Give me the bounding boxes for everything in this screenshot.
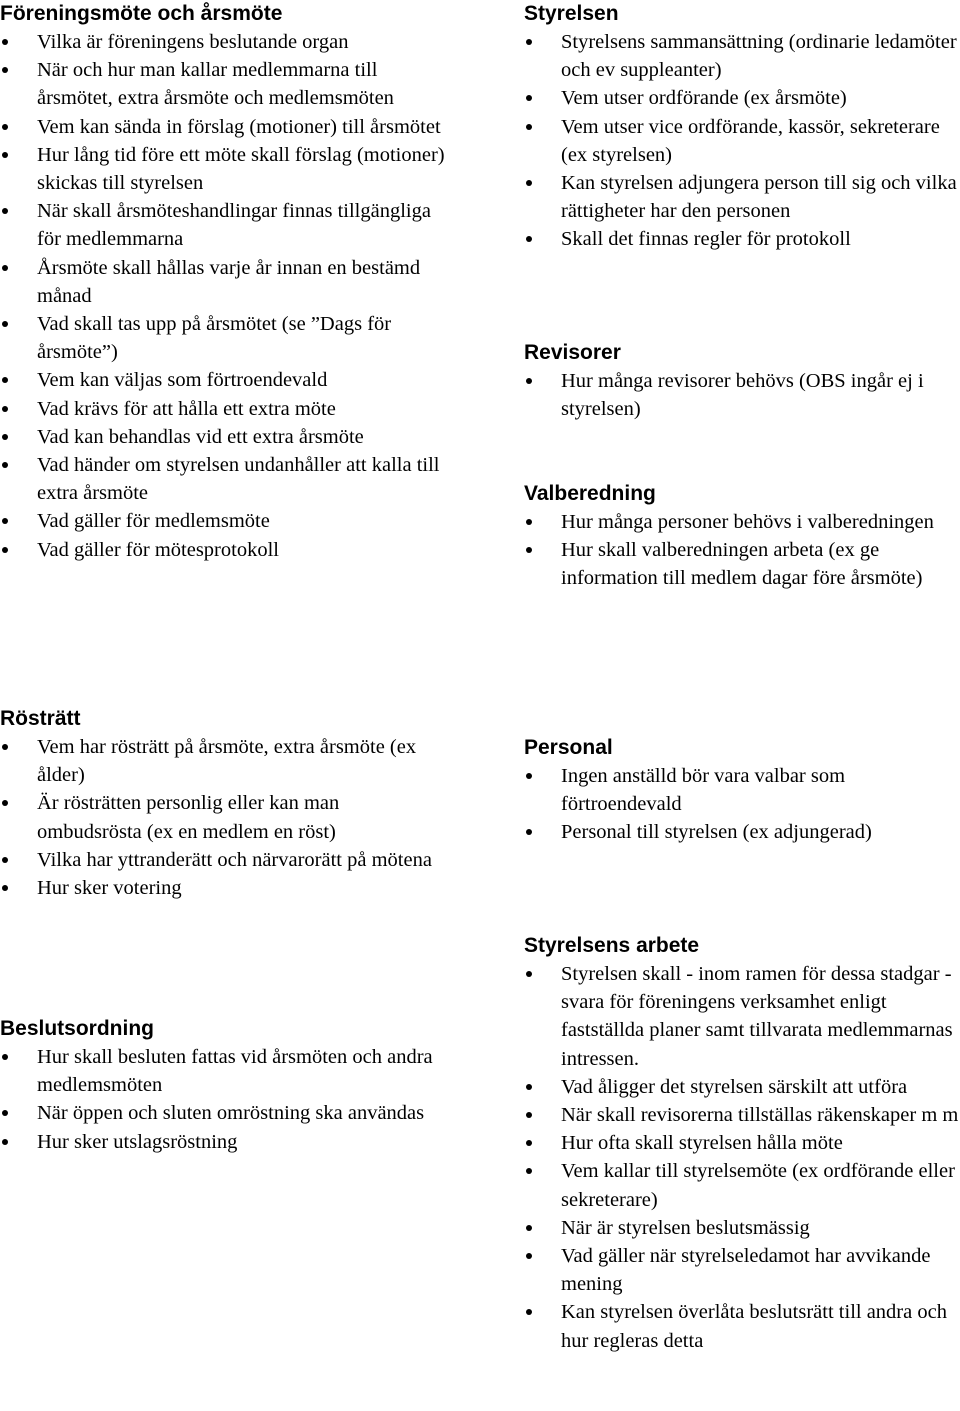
bullet-list	[524, 762, 960, 847]
bullet-icon	[526, 519, 532, 525]
list-item	[0, 846, 448, 874]
list-item-text: Vem kan sända in förslag (motioner) till årsmötet	[37, 115, 441, 138]
list-item-text: Vad skall tas upp på årsmötet (se ”Dags för årsmöte”)	[37, 313, 392, 364]
list-item-text: Hur många personer behövs i valberedningen	[561, 511, 934, 533]
list-item	[0, 28, 448, 56]
list-item	[0, 451, 448, 507]
list-item-text: Hur sker votering	[37, 877, 182, 900]
section-heading: Styrelsen	[524, 2, 619, 25]
list-item	[0, 1128, 460, 1156]
list-item	[524, 536, 960, 592]
list-item	[0, 310, 448, 366]
bullet-icon	[2, 377, 8, 383]
list-item	[524, 169, 960, 225]
bullet-icon	[526, 547, 532, 553]
bullet-icon	[2, 208, 8, 214]
bullet-icon	[526, 1309, 532, 1315]
list-item-text: Är rösträtten personlig eller kan man ombudsrösta (ex en medlem en röst)	[37, 792, 340, 843]
bullet-icon	[2, 518, 8, 524]
bullet-icon	[2, 1054, 8, 1060]
list-item-text: Vilka är föreningens beslutande organ	[37, 31, 349, 53]
bullet-list	[524, 28, 960, 254]
section-heading: Valberedning	[524, 482, 656, 505]
list-item-text: Kan styrelsen överlåta beslutsrätt till andra och hur regleras detta	[561, 1301, 947, 1352]
list-item	[0, 395, 448, 423]
bullet-list	[0, 28, 448, 564]
list-item-text: När är styrelsen beslutsmässig	[561, 1216, 810, 1239]
section-revisorer	[524, 339, 960, 423]
list-item	[0, 1043, 460, 1099]
list-item-text: Ingen anställd bör vara valbar som förtroendevald	[561, 765, 846, 816]
list-item	[524, 960, 960, 1073]
list-item-text: Vem utser ordförande (ex årsmöte)	[561, 87, 847, 110]
list-item-text: Vem kan väljas som förtroendevald	[37, 369, 328, 392]
list-item-text: Vem utser vice ordförande, kassör, sekreterare (ex styrelsen)	[561, 115, 940, 166]
list-item	[0, 507, 448, 535]
list-item	[524, 113, 960, 169]
section-heading: Rösträtt	[0, 707, 81, 730]
bullet-icon	[2, 406, 8, 412]
bullet-icon	[2, 885, 8, 891]
list-item	[524, 762, 960, 818]
list-item-text: Hur många revisorer behövs (OBS ingår ej i styrelsen)	[561, 370, 924, 421]
list-item-text: Skall det finnas regler för protokoll	[561, 228, 851, 251]
bullet-icon	[2, 1139, 8, 1145]
list-item-text: Styrelsen skall - inom ramen för dessa stadgar - svara för föreningens verksamhet enligt fastställda planer samt tillvarata medlemmarnas intressen.	[561, 963, 953, 1070]
list-item	[0, 536, 448, 564]
bullet-list	[524, 508, 960, 593]
list-item	[524, 1298, 960, 1354]
bullet-icon	[526, 1140, 532, 1146]
bullet-icon	[2, 67, 8, 73]
bullet-icon	[526, 124, 532, 130]
list-item-text: Vad gäller för medlemsmöte	[37, 510, 270, 533]
bullet-icon	[2, 547, 8, 553]
section-personal	[524, 734, 960, 847]
section-styrelsen	[524, 0, 960, 254]
list-item	[524, 1129, 960, 1157]
list-item	[0, 56, 448, 112]
list-item	[0, 874, 448, 902]
list-item-text: Vilka har yttranderätt och närvarorätt på mötena	[37, 848, 432, 871]
bullet-icon	[526, 180, 532, 186]
list-item	[0, 197, 448, 253]
bullet-icon	[2, 800, 8, 806]
section-styrelsens-arbete	[524, 932, 960, 1355]
list-item	[0, 423, 448, 451]
list-item-text: När öppen och sluten omröstning ska användas	[37, 1102, 425, 1125]
bullet-icon	[526, 773, 532, 779]
list-item	[524, 1214, 960, 1242]
bullet-icon	[2, 462, 8, 468]
bullet-icon	[2, 434, 8, 440]
bullet-icon	[526, 1168, 532, 1174]
list-item-text: Vad gäller när styrelseledamot har avvikande mening	[561, 1245, 931, 1296]
section-rostratt	[0, 705, 448, 902]
section-beslutsordning	[0, 1015, 460, 1156]
list-item	[0, 366, 448, 394]
list-item-text: Vad åligger det styrelsen särskilt att utföra	[561, 1075, 908, 1098]
bullet-icon	[2, 857, 8, 863]
list-item-text: När och hur man kallar medlemmarna till årsmötet, extra årsmöte och medlemsmöten	[37, 59, 394, 110]
list-item	[524, 818, 960, 846]
bullet-icon	[2, 321, 8, 327]
section-foreningsmote	[0, 0, 448, 564]
list-item	[524, 1242, 960, 1298]
bullet-icon	[2, 1110, 8, 1116]
bullet-icon	[526, 1225, 532, 1231]
list-item-text: Vad krävs för att hålla ett extra möte	[37, 397, 336, 420]
list-item	[524, 84, 960, 112]
list-item-text: Hur lång tid före ett möte skall förslag (motioner) skickas till styrelsen	[37, 143, 445, 195]
list-item	[0, 1099, 460, 1127]
bullet-list	[0, 733, 448, 902]
bullet-icon	[526, 971, 532, 977]
list-item-text: När skall revisorerna tillställas räkenskaper m m	[561, 1104, 959, 1127]
bullet-list	[524, 367, 960, 423]
list-item-text: Hur ofta skall styrelsen hålla möte	[561, 1132, 843, 1155]
list-item	[524, 28, 960, 84]
bullet-icon	[2, 152, 8, 158]
list-item-text: Hur skall valberedningen arbeta (ex ge information till medlem dagar före årsmöte)	[561, 539, 923, 590]
section-heading: Personal	[524, 736, 613, 759]
list-item-text: Vem kallar till styrelsemöte (ex ordförande eller sekreterare)	[561, 1160, 955, 1211]
bullet-icon	[2, 39, 8, 45]
list-item	[524, 367, 960, 423]
list-item	[0, 254, 448, 310]
list-item	[0, 113, 448, 141]
bullet-icon	[526, 95, 532, 101]
section-valberedning	[524, 480, 960, 593]
list-item	[0, 789, 448, 845]
list-item	[524, 1157, 960, 1213]
section-heading: Beslutsordning	[0, 1017, 155, 1040]
bullet-icon	[526, 1112, 532, 1118]
list-item-text: Vad händer om styrelsen undanhåller att kalla till extra årsmöte	[37, 454, 440, 505]
list-item-text: Vad kan behandlas vid ett extra årsmöte	[37, 425, 364, 448]
list-item-text: Årsmöte skall hållas varje år innan en bestämd månad	[37, 256, 421, 307]
list-item-text: Hur skall besluten fattas vid årsmöten och andra medlemsmöten	[37, 1046, 433, 1097]
list-item	[524, 1073, 960, 1101]
list-item-text: Hur sker utslagsröstning	[37, 1130, 238, 1153]
section-heading: Styrelsens arbete	[524, 934, 700, 957]
list-item	[524, 225, 960, 253]
list-item	[0, 141, 448, 197]
list-item	[0, 733, 448, 789]
list-item-text: Kan styrelsen adjungera person till sig och vilka rättigheter har den personen	[561, 172, 957, 223]
bullet-icon	[526, 39, 532, 45]
list-item-text: Styrelsens sammansättning (ordinarie ledamöter och ev suppleanter)	[561, 31, 957, 82]
bullet-icon	[2, 124, 8, 130]
bullet-icon	[526, 378, 532, 384]
bullet-icon	[526, 236, 532, 242]
bullet-icon	[2, 265, 8, 271]
list-item-text: Vem har rösträtt på årsmöte, extra årsmöte (ex ålder)	[37, 736, 417, 787]
list-item-text: När skall årsmöteshandlingar finnas tillgängliga för medlemmarna	[37, 200, 431, 251]
section-heading: Föreningsmöte och årsmöte	[0, 2, 283, 25]
bullet-icon	[526, 1084, 532, 1090]
bullet-icon	[2, 744, 8, 750]
list-item	[524, 1101, 960, 1129]
bullet-icon	[526, 829, 532, 835]
section-heading: Revisorer	[524, 341, 621, 364]
list-item-text: Vad gäller för mötesprotokoll	[37, 538, 279, 561]
bullet-icon	[526, 1253, 532, 1259]
bullet-list	[524, 960, 960, 1355]
list-item	[524, 508, 960, 536]
bullet-list	[0, 1043, 460, 1156]
list-item-text: Personal till styrelsen (ex adjungerad)	[561, 821, 872, 844]
